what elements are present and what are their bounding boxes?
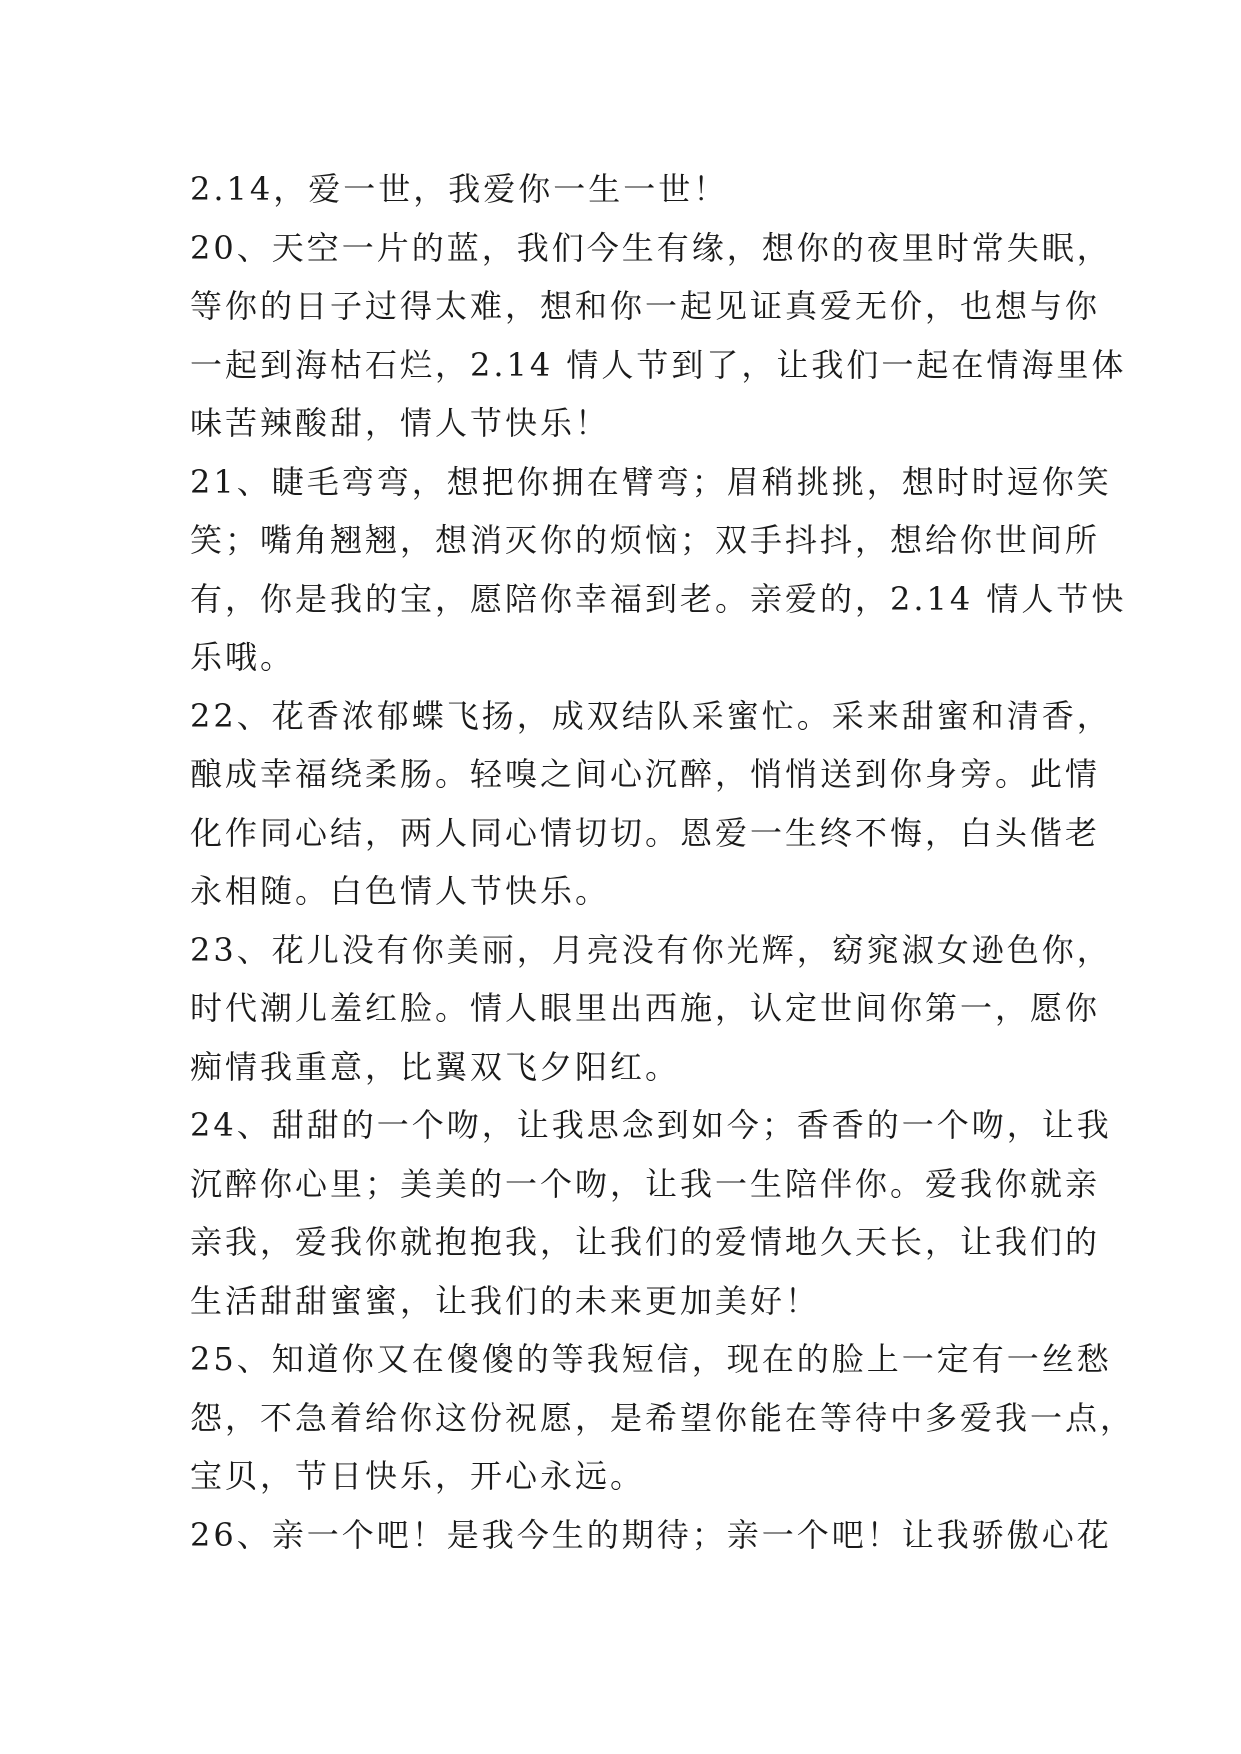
text-line: 怨，不急着给你这份祝愿，是希望你能在等待中多爱我一点， xyxy=(190,1398,1136,1437)
text-line: 笑；嘴角翘翘，想消灭你的烦恼；双手抖抖，想给你世间所 xyxy=(190,521,1101,559)
text-line: 21、睫毛弯弯，想把你拥在臂弯；眉稍挑挑，想时时逗你笑 xyxy=(190,462,1112,501)
text-line: 生活甜甜蜜蜜，让我们的未来更加美好！ xyxy=(190,1281,821,1320)
text-line: 永相随。白色情人节快乐。 xyxy=(190,872,611,910)
text-line: 痴情我重意，比翼双飞夕阳红。 xyxy=(190,1047,681,1086)
document-body xyxy=(190,160,1136,1564)
text-line: 时代潮儿羞红脸。情人眼里出西施，认定世间你第一，愿你 xyxy=(190,989,1101,1027)
text-line: 有，你是我的宝，愿陪你幸福到老。亲爱的，2.14 情人节快 xyxy=(190,579,1127,618)
text-line: 26、亲一个吧！是我今生的期待；亲一个吧！让我骄傲心花 xyxy=(190,1515,1112,1554)
text-line: 2.14，爱一世，我爱你一生一世！ xyxy=(190,170,729,208)
text-line: 20、天空一片的蓝，我们今生有缘，想你的夜里时常失眠， xyxy=(190,228,1112,267)
text-line: 23、花儿没有你美丽，月亮没有你光辉，窈窕淑女逊色你， xyxy=(190,930,1112,969)
text-line: 宝贝，节日快乐，开心永远。 xyxy=(190,1457,646,1495)
text-line: 沉醉你心里；美美的一个吻，让我一生陪伴你。爱我你就亲 xyxy=(190,1164,1101,1203)
text-line: 24、甜甜的一个吻，让我思念到如今；香香的一个吻，让我 xyxy=(190,1106,1112,1144)
text-line: 22、花香浓郁蝶飞扬，成双结队采蜜忙。采来甜蜜和清香， xyxy=(190,696,1112,735)
text-line: 一起到海枯石烂，2.14 情人节到了，让我们一起在情海里体 xyxy=(190,345,1127,384)
text-line: 亲我，爱我你就抱抱我，让我们的爱情地久天长，让我们的 xyxy=(190,1223,1101,1261)
text-line: 化作同心结，两人同心情切切。恩爱一生终不悔，白头偕老 xyxy=(190,813,1101,852)
text-line: 味苦辣酸甜，情人节快乐！ xyxy=(190,404,611,442)
text-line: 等你的日子过得太难，想和你一起见证真爱无价，也想与你 xyxy=(190,287,1101,325)
text-line: 25、知道你又在傻傻的等我短信，现在的脸上一定有一丝愁 xyxy=(190,1340,1112,1378)
text-line: 乐哦。 xyxy=(190,638,296,676)
text-line: 酿成幸福绕柔肠。轻嗅之间心沉醉，悄悄送到你身旁。此情 xyxy=(190,755,1101,793)
